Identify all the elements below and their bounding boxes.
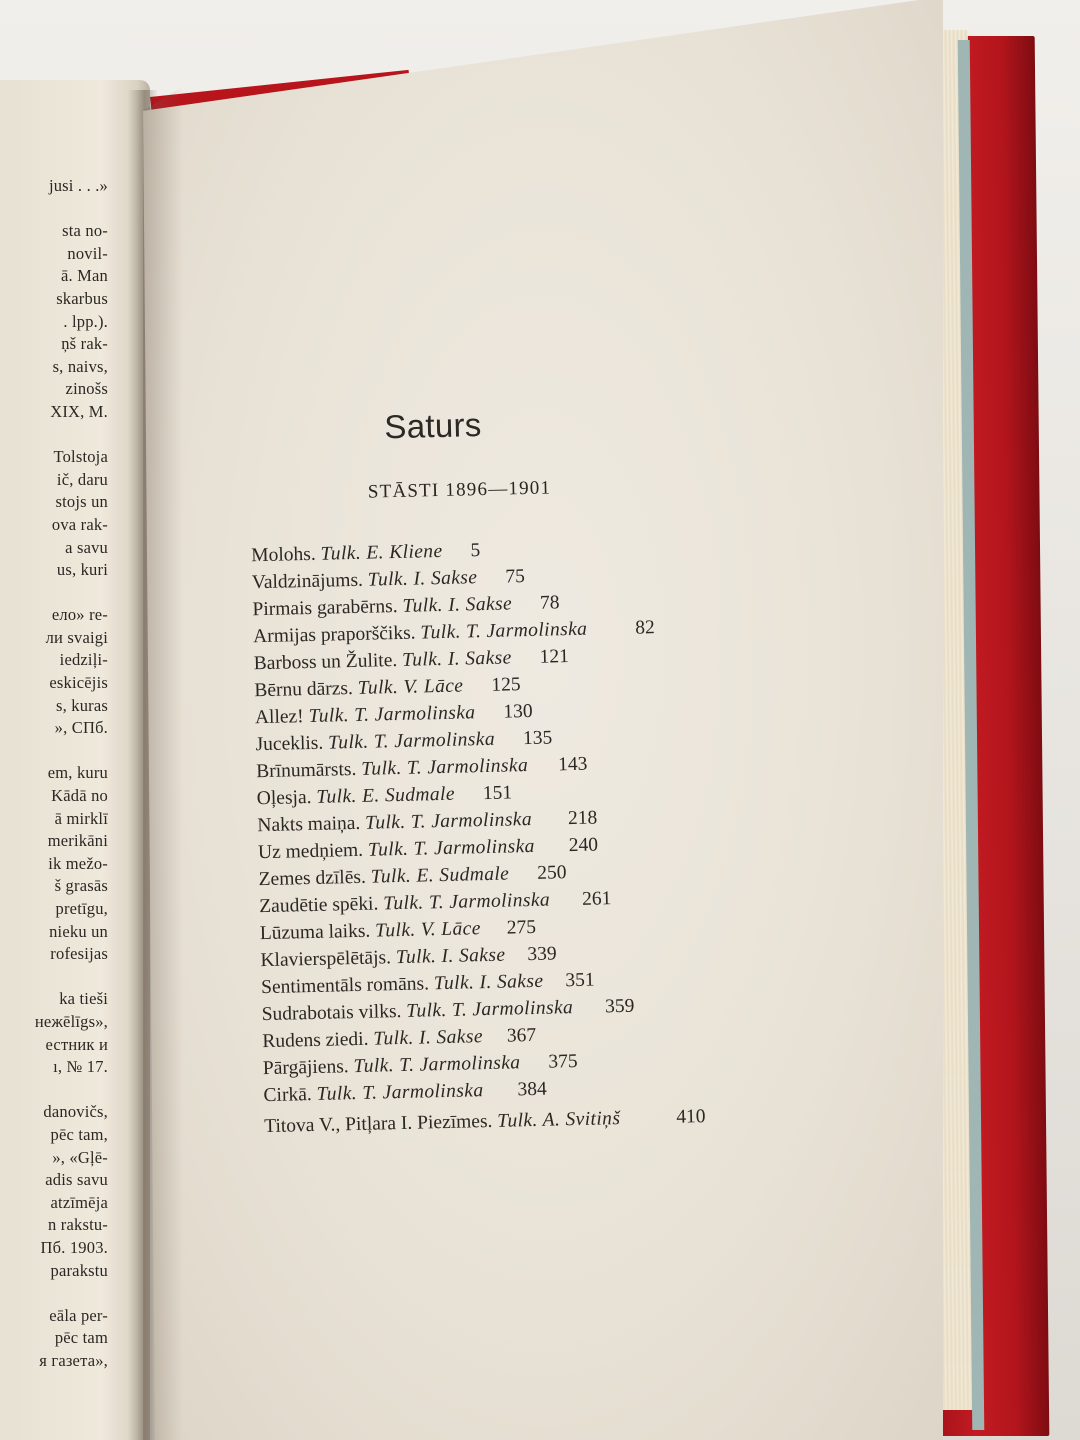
left-page-line: š grasās: [54, 876, 108, 896]
toc-entry-page-number: 250: [536, 862, 567, 884]
toc-entry-page-number: 351: [565, 969, 595, 992]
toc-entry-page-number: 135: [522, 727, 553, 750]
left-page-line: eskicējis: [49, 673, 108, 693]
toc-entry-translator: Tulk. T. Jarmolinska: [420, 618, 588, 644]
toc-entry-page-number: 130: [503, 700, 533, 723]
toc-entry-page-number: 359: [604, 995, 635, 1018]
left-page-line: pretīgu,: [55, 899, 108, 918]
left-page-line: a savu: [65, 537, 108, 557]
toc-section-heading: STĀSTI 1896—1901: [367, 477, 552, 503]
toc-entry-page-number: 125: [491, 674, 521, 696]
toc-entry-translator: Tulk. V. Lāce: [374, 918, 482, 942]
toc-entry-title: Zaudētie spēki.: [259, 893, 379, 918]
toc-entry-translator: Tulk. I. Sakse: [401, 647, 512, 671]
toc-entry-title: Armijas praporščiks.: [252, 622, 416, 648]
left-page-line: em, kuru: [47, 763, 108, 783]
left-page-line: я газета»,: [39, 1350, 108, 1370]
toc-entry-translator: Tulk. E. Kliene: [320, 540, 443, 565]
toc-entry-title: Molohs.: [251, 543, 317, 567]
toc-entry-translator: Tulk. T. Jarmolinska: [382, 889, 551, 915]
toc-entry-page-number: 384: [517, 1078, 547, 1101]
left-page-line: adis savu: [45, 1170, 108, 1190]
left-page-line: novil-: [67, 243, 108, 263]
toc-entry-title: Sudrabotais vilks.: [261, 1000, 402, 1026]
toc-entry-translator: Tulk. T. Jarmolinska: [364, 808, 533, 834]
left-page-line: ņš rak-: [61, 334, 108, 354]
toc-entry-title: Uz medņiem.: [257, 839, 364, 864]
left-page-line: ело» re-: [51, 605, 108, 625]
toc-entry-title: Brīnumārsts.: [255, 758, 357, 783]
left-page-line: ā. Man: [60, 266, 108, 286]
left-page-line: rofesijas: [50, 944, 108, 964]
toc-entry-translator: Tulk. T. Jarmolinska: [316, 1080, 484, 1105]
left-page-line: ik mežo-: [48, 853, 108, 873]
left-page-line: nieku un: [49, 921, 108, 941]
left-page-line: Пб. 1903.: [40, 1237, 108, 1257]
toc-entry-page-number: 143: [557, 753, 588, 776]
left-page-line: ā mirklī: [54, 808, 108, 828]
toc-entry-page-number: 240: [568, 834, 599, 857]
toc-entry-title: Titova V., Pitļara I. Piezīmes.: [264, 1110, 493, 1138]
left-page-line: zinošs: [65, 379, 108, 399]
left-page-line: ova rak-: [51, 514, 108, 534]
toc-entry-translator: Tulk. T. Jarmolinska: [406, 997, 574, 1022]
left-page-line: естник и: [45, 1034, 108, 1054]
left-page-line: skarbus: [56, 288, 108, 308]
left-page-line: iedziļi-: [59, 650, 108, 670]
toc-entry-translator: Tulk. T. Jarmolinska: [327, 728, 496, 754]
toc-entry-page-number: 375: [548, 1050, 578, 1073]
toc-entry-translator: Tulk. V. Lāce: [357, 675, 464, 699]
toc-title: Saturs: [383, 406, 482, 446]
toc-entry-title: Valdzinājums.: [251, 569, 364, 594]
toc-entry-title: Bērnu dārzs.: [254, 678, 354, 702]
left-page-line: us, kuri: [56, 560, 108, 580]
left-page-line: pēc tam: [54, 1328, 108, 1348]
left-page-line: parakstu: [50, 1260, 108, 1280]
left-page-line: merikāni: [47, 831, 108, 851]
toc-entry-page-number: 82: [635, 617, 656, 639]
toc-entry-translator: Tulk. I. Sakse: [433, 970, 544, 995]
toc-entry-title: Allez!: [254, 706, 304, 729]
left-page-line: pēc tam,: [50, 1124, 108, 1144]
left-page-line: s, kuras: [55, 695, 108, 715]
left-page-line: s, naivs,: [52, 356, 108, 376]
toc-entry-page-number: 339: [527, 943, 557, 966]
left-page-line: danovičs,: [43, 1102, 108, 1122]
toc-entry-page-number: 275: [506, 916, 537, 939]
toc-entry-title: Klavierspēlētājs.: [260, 947, 392, 972]
toc-entry-translator: Tulk. I. Sakse: [373, 1026, 484, 1050]
toc-entry-title: Nakts maiņa.: [257, 812, 361, 837]
toc-entry-title: Sentimentāls romāns.: [260, 973, 430, 999]
toc-entry-title: Juceklis.: [255, 732, 324, 756]
left-page-line: ka tieši: [59, 989, 108, 1009]
toc-entry-translator: Tulk. E. Sudmale: [316, 783, 456, 808]
toc-entry-page-number: 78: [539, 592, 560, 614]
left-page-line: jusi . . .»: [48, 176, 108, 195]
left-page-line: Kādā no: [51, 786, 108, 806]
toc-entry-title: Zemes dzīlēs.: [258, 866, 367, 891]
toc-entry-title: Barboss un Žulite.: [253, 649, 398, 675]
toc-entry-translator: Tulk. I. Sakse: [395, 944, 506, 969]
toc-entry-translator: Tulk. T. Jarmolinska: [353, 1052, 521, 1078]
left-page-line: sta no-: [62, 221, 108, 241]
toc-entry-title: Pirmais garabērns.: [252, 595, 398, 621]
toc-entry-title: Lūzuma laiks.: [259, 920, 371, 945]
toc-entry-translator: Tulk. T. Jarmolinska: [361, 755, 529, 780]
left-page-line: ли svaigi: [45, 627, 108, 647]
toc-entry-translator: Tulk. T. Jarmolinska: [367, 835, 536, 861]
left-page-line: », «Gļē-: [52, 1147, 108, 1167]
toc-entry-page-number: 218: [567, 807, 598, 830]
toc-entry-page-number: 151: [482, 782, 513, 805]
toc-entry-page-number: 367: [506, 1024, 537, 1047]
toc-entry-translator: Tulk. A. Svitiņš: [497, 1108, 621, 1132]
left-page-line: stojs un: [55, 492, 108, 512]
toc-entry-page-number: 410: [676, 1106, 706, 1128]
left-page-line: atzīmēja: [50, 1192, 108, 1212]
toc-entry-translator: Tulk. I. Sakse: [367, 567, 478, 591]
left-page-line: нежēlīgs»,: [34, 1011, 108, 1031]
left-page-line: ič, daru: [56, 469, 108, 489]
left-page-line: », СПб.: [54, 718, 108, 738]
left-page-line: n rakstu-: [48, 1215, 108, 1235]
toc-entry-page-number: 5: [470, 540, 481, 562]
toc-entry-translator: Tulk. E. Sudmale: [370, 863, 510, 888]
left-page-line: Tolstoja: [53, 447, 108, 467]
toc-entry-page-number: 121: [539, 646, 570, 668]
toc-entry-translator: Tulk. I. Sakse: [402, 593, 513, 617]
left-page-line: ı, № 17.: [53, 1057, 108, 1077]
toc-entry-translator: Tulk. T. Jarmolinska: [308, 702, 476, 728]
left-page-line: eāla per-: [49, 1305, 108, 1325]
toc-entry-page-number: 75: [505, 566, 526, 588]
left-page-line: . lpp.).: [63, 311, 108, 331]
toc-entry-title: Pārgājiens.: [262, 1056, 349, 1080]
toc-entry-title: Cirkā.: [263, 1084, 312, 1107]
left-page-line: XIX, M.: [50, 401, 108, 421]
toc-entry-list: [251, 532, 706, 1140]
toc-entry-title: Rudens ziedi.: [262, 1028, 369, 1053]
toc-entry-title: Oļesja.: [256, 786, 312, 810]
toc-entry: [264, 1103, 706, 1140]
toc-entry-page-number: 261: [581, 888, 612, 910]
